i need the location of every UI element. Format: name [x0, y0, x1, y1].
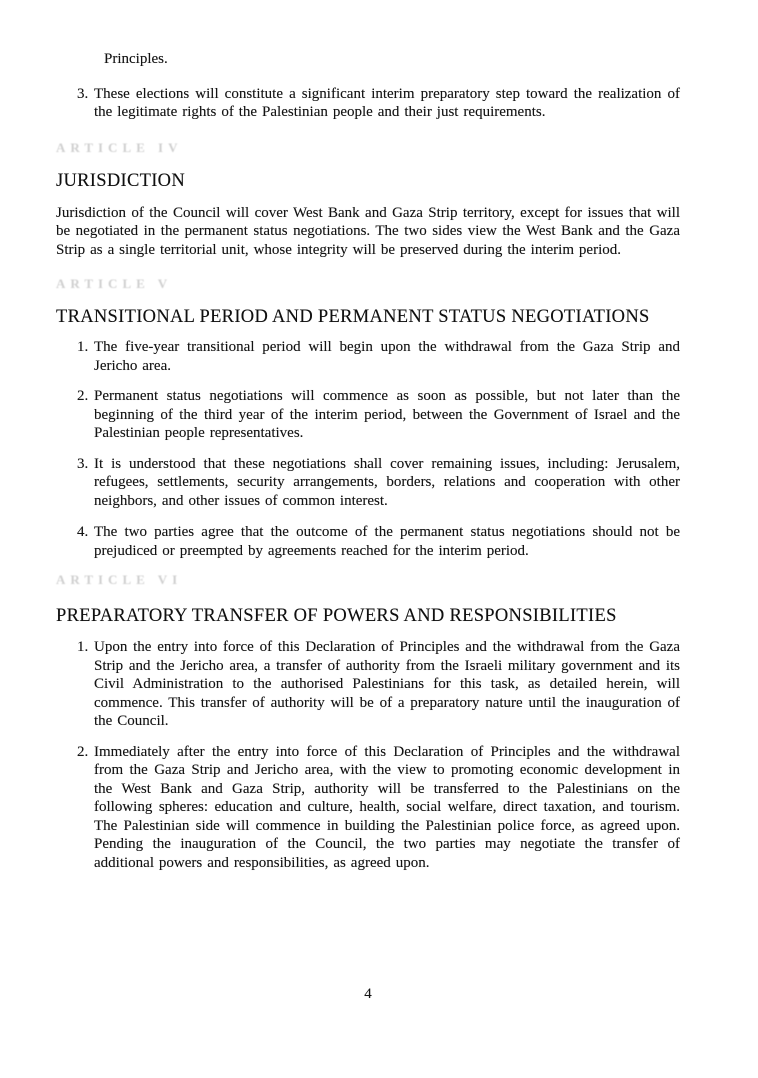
page-number: 4	[364, 986, 372, 1002]
faded-article-marker: ARTICLE V	[56, 276, 173, 291]
list-item-text: Permanent status negotiations will commence as soon as possible, but not later than the beginning of the third year of the interim period, between the Government of Israel and the Palestinian people representatives.	[94, 388, 680, 441]
list-item-text: Immediately after the entry into force of this Declaration of Principles and the withdrawal from the Gaza Strip and Jericho area, with the view to promoting economic development in the West Bank and Gaza Strip, authority will be transferred to the Palestinians on the following spheres: education and culture, health, social welfare, direct taxation, and tourism. The Palestinian side will commence in building the Palestinian police force, as agreed upon. Pending the inauguration of the Council, the two parties may negotiate the transfer of additional powers and responsibilities, as agreed upon.	[94, 743, 680, 871]
list-item-text: It is understood that these negotiations shall cover remaining issues, including: Jerusalem, refugees, settlements, security arrangements, borders, relations and cooperation with other neighbors, and other issues of common interest.	[94, 455, 680, 509]
faded-article-marker: ARTICLE IV	[56, 139, 183, 155]
list-item	[56, 387, 680, 443]
list-item	[56, 638, 680, 731]
list-item-number: 3.	[77, 85, 89, 102]
list-item-number: 2.	[77, 743, 89, 760]
section-heading-jurisdiction: JURISDICTION	[56, 170, 185, 191]
list-item-number: 1.	[77, 639, 89, 655]
list-item-text: The two parties agree that the outcome of the permanent status negotiations should not be prejudiced or preempted by agreements reached for the interim period.	[94, 524, 680, 559]
section-heading-transitional-period: TRANSITIONAL PERIOD AND PERMANENT STATUS NEGOTIATIONS	[56, 307, 650, 327]
list-item	[56, 338, 680, 375]
list-item	[56, 85, 680, 122]
list-item	[56, 455, 680, 511]
section-heading-preparatory-transfer: PREPARATORY TRANSFER OF POWERS AND RESPONSIBILITIES	[56, 606, 617, 626]
continuation-text: Principles.	[104, 51, 168, 67]
list-item-text: The five-year transitional period will begin upon the withdrawal from the Gaza Strip and Jericho area.	[94, 339, 680, 374]
list-item	[56, 743, 680, 873]
list-item-number: 1.	[77, 339, 89, 355]
list-item-text: These elections will constitute a significant interim preparatory step toward the realization of the legitimate rights of the Palestinian people and their just requirements.	[94, 85, 680, 120]
jurisdiction-paragraph: Jurisdiction of the Council will cover West Bank and Gaza Strip territory, except for issues that will be negotiated in the permanent status negotiations. The two sides view the West Bank and the Gaza Strip as a single territorial unit, whose integrity will be preserved during the interim period.	[56, 204, 680, 258]
list-item-number: 4.	[77, 524, 89, 540]
list-item-number: 3.	[77, 455, 89, 472]
list-item-text: Upon the entry into force of this Declaration of Principles and the withdrawal from the Gaza Strip and the Jericho area, a transfer of authority from the Israeli military government and its Civil Administration to the authorised Palestinians for this task, as detailed herein, will commence. This transfer of authority will be of a preparatory nature until the inauguration of the Council.	[94, 639, 680, 729]
faded-article-marker: ARTICLE VI	[56, 572, 183, 587]
list-item-number: 2.	[77, 388, 89, 404]
list-item	[56, 523, 680, 560]
